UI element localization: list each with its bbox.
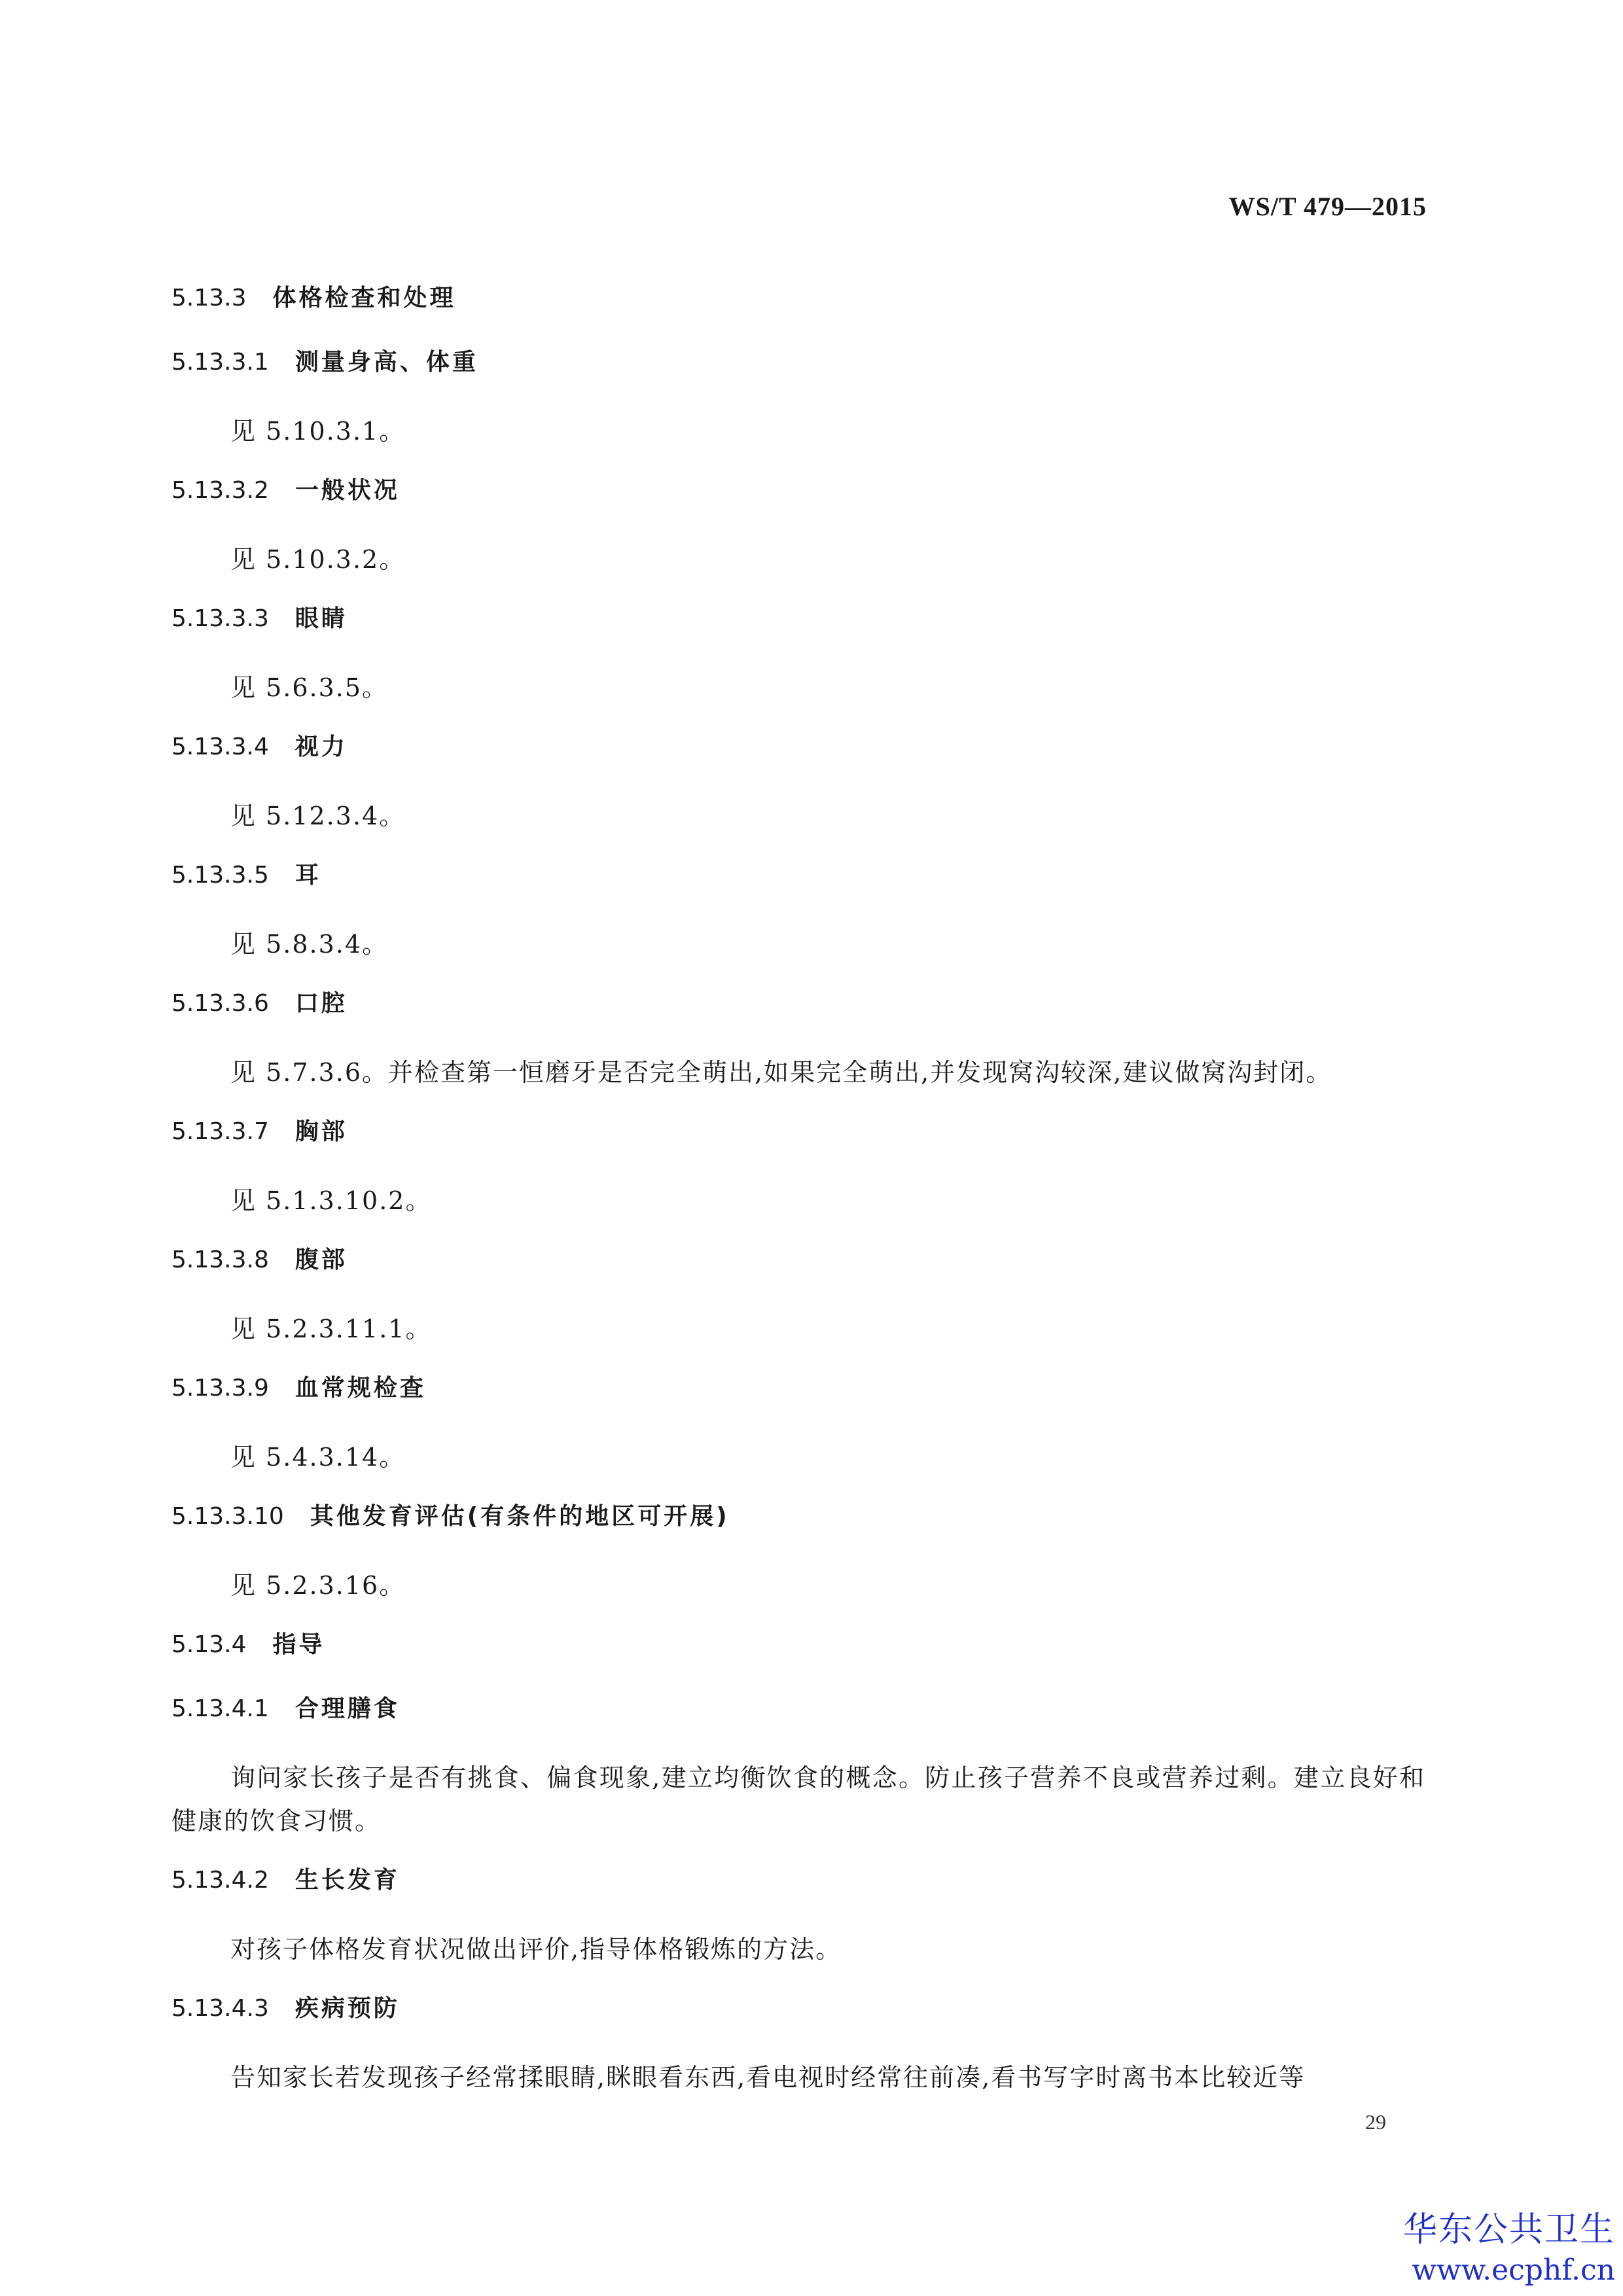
watermark: [1403, 2208, 1615, 2289]
section-number: 5.13.3.5: [171, 862, 269, 889]
document-body: [171, 281, 1425, 2120]
section-title: 胸部: [294, 1118, 348, 1145]
section-title: 指导: [272, 1631, 325, 1658]
paragraph: 见 5.7.3.6。并检查第一恒磨牙是否完全萌出,如果完全萌出,并发现窝沟较深,建议做窝沟封闭。: [230, 1058, 1332, 1087]
paragraph: 见 5.10.3.1。: [230, 417, 406, 446]
paragraph: 见 5.10.3.2。: [230, 545, 406, 574]
section-number: 5.13.4: [171, 1631, 247, 1658]
section-heading: [171, 474, 1425, 508]
section-heading: [171, 281, 1425, 315]
section-heading: [171, 345, 1425, 380]
section-number: 5.13.3.4: [171, 733, 269, 760]
section-heading: [171, 1863, 1425, 1898]
section-title: 一般状况: [294, 477, 400, 504]
section-title: 口腔: [294, 990, 348, 1017]
section-heading: [171, 987, 1425, 1021]
section-title: 视力: [294, 733, 348, 760]
section-number: 5.13.3.3: [171, 605, 269, 632]
section-number: 5.13.4.2: [171, 1867, 269, 1894]
paragraph: 见 5.6.3.5。: [230, 673, 389, 702]
section-number: 5.13.3.10: [171, 1503, 284, 1530]
paragraph: 见 5.8.3.4。: [230, 930, 389, 959]
watermark-name: 华东公共卫生: [1402, 2210, 1615, 2250]
paragraph: 见 5.4.3.14。: [230, 1443, 406, 1472]
section-number: 5.13.3: [171, 285, 247, 311]
section-number: 5.13.3.7: [171, 1118, 269, 1145]
section-heading: [171, 1628, 1425, 1662]
section-number: 5.13.3.9: [171, 1375, 269, 1402]
section-title: 体格检查和处理: [272, 285, 456, 311]
section-heading: [171, 730, 1425, 764]
section-heading: [171, 1992, 1425, 2026]
section-title: 耳: [294, 862, 321, 889]
section-heading: [171, 1115, 1425, 1149]
section-title: 腹部: [294, 1246, 348, 1273]
paragraph: 对孩子体格发育状况做出评价,指导体格锻炼的方法。: [230, 1935, 842, 1964]
section-heading: [171, 1500, 1425, 1534]
section-number: 5.13.4.1: [171, 1695, 269, 1722]
section-title: 血常规检查: [294, 1375, 426, 1402]
section-title: 眼睛: [294, 605, 348, 632]
section-number: 5.13.4.3: [171, 1995, 269, 2022]
section-heading: [171, 1692, 1425, 1726]
section-title: 测量身高、体重: [294, 349, 478, 376]
paragraph: 见 5.2.3.16。: [230, 1571, 406, 1600]
section-heading: [171, 602, 1425, 636]
page-number: 29: [1365, 2110, 1386, 2134]
section-heading: [171, 1371, 1425, 1405]
standard-code: WS/T 479—2015: [1228, 192, 1427, 221]
paragraph: 告知家长若发现孩子经常揉眼睛,眯眼看东西,看电视时经常往前凑,看书写字时离书本比较近等: [230, 2063, 1306, 2092]
section-number: 5.13.3.8: [171, 1246, 269, 1273]
section-title: 生长发育: [294, 1867, 400, 1894]
paragraph: 见 5.12.3.4。: [230, 802, 406, 830]
paragraph: 见 5.1.3.10.2。: [230, 1186, 432, 1215]
section-title: 疾病预防: [294, 1995, 400, 2022]
section-title: 合理膳食: [294, 1695, 400, 1722]
section-number: 5.13.3.6: [171, 990, 269, 1017]
section-heading: [171, 858, 1425, 892]
watermark-url: www.ecphf.cn: [1412, 2253, 1615, 2287]
section-number: 5.13.3.1: [171, 349, 269, 376]
paragraph: 询问家长孩子是否有挑食、偏食现象,建立均衡饮食的概念。防止孩子营养不良或营养过剩。建立良好和健康的饮食习惯。: [171, 1763, 1425, 1835]
section-number: 5.13.3.2: [171, 477, 269, 504]
section-title: 其他发育评估(有条件的地区可开展): [310, 1503, 730, 1530]
section-heading: [171, 1243, 1425, 1277]
paragraph: 见 5.2.3.11.1。: [230, 1315, 432, 1343]
